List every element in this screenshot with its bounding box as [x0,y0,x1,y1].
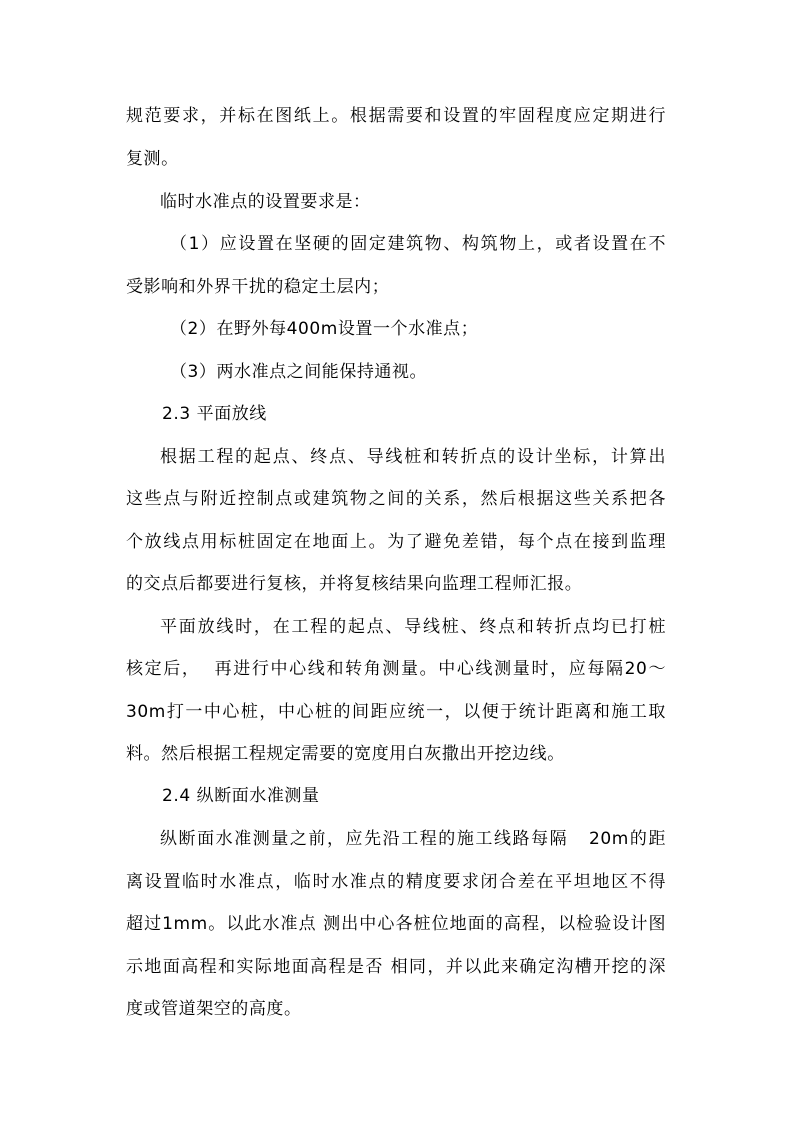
paragraph-line: 离设置临时水准点，临时水准点的精度要求闭合差在平坦地区不得 [126,872,666,892]
paragraph-line: 平面放线时，在工程的起点、导线桩、终点和转折点均已打桩 [160,617,666,637]
paragraph-line: 这些点与附近控制点或建筑物之间的关系，然后根据这些关系把各 [126,489,666,509]
paragraph-line: 规范要求，并标在图纸上。根据需要和设置的牢固程度应定期进行 [126,106,666,126]
paragraph-line: 示地面高程和实际地面高程是否 相同，并以此来确定沟槽开挖的深 [126,957,666,977]
section-heading: 2.4 纵断面水准测量 [162,786,320,806]
list-item-line: （1）应设置在坚硬的固定建筑物、构筑物上，或者设置在不 [170,234,666,254]
paragraph-line: 临时水准点的设置要求是： [160,192,371,212]
paragraph-line: 的交点后都要进行复核，并将复核结果向监理工程师汇报。 [126,574,583,594]
section-heading: 2.3 平面放线 [162,404,267,424]
paragraph-line: 根据工程的起点、终点、导线桩和转折点的设计坐标，计算出 [160,447,666,467]
paragraph-line: 超过1mm。以此水准点 测出中心各桩位地面的高程，以检验设计图 [126,914,666,934]
list-item-line: （3）两水准点之间能保持通视。 [170,362,428,382]
list-item-line: 受影响和外界干扰的稳定土层内； [126,277,390,297]
paragraph-line: 料。然后根据工程规定需要的宽度用白灰撒出开挖边线。 [126,744,565,764]
list-item-line: （2）在野外每400m设置一个水准点； [170,319,479,339]
paragraph-line: 纵断面水准测量之前，应先沿工程的施工线路每隔 20m的距 [160,829,666,849]
paragraph-line: 核定后， 再进行中心线和转角测量。中心线测量时，应每隔20～ [126,659,666,679]
paragraph-line: 复测。 [126,149,179,169]
paragraph-line: 30m打一中心桩，中心桩的间距应统一，以便于统计距离和施工取 [126,702,666,722]
paragraph-line: 度或管道架空的高度。 [126,999,302,1019]
paragraph-line: 个放线点用标桩固定在地面上。为了避免差错，每个点在接到监理 [126,532,666,552]
